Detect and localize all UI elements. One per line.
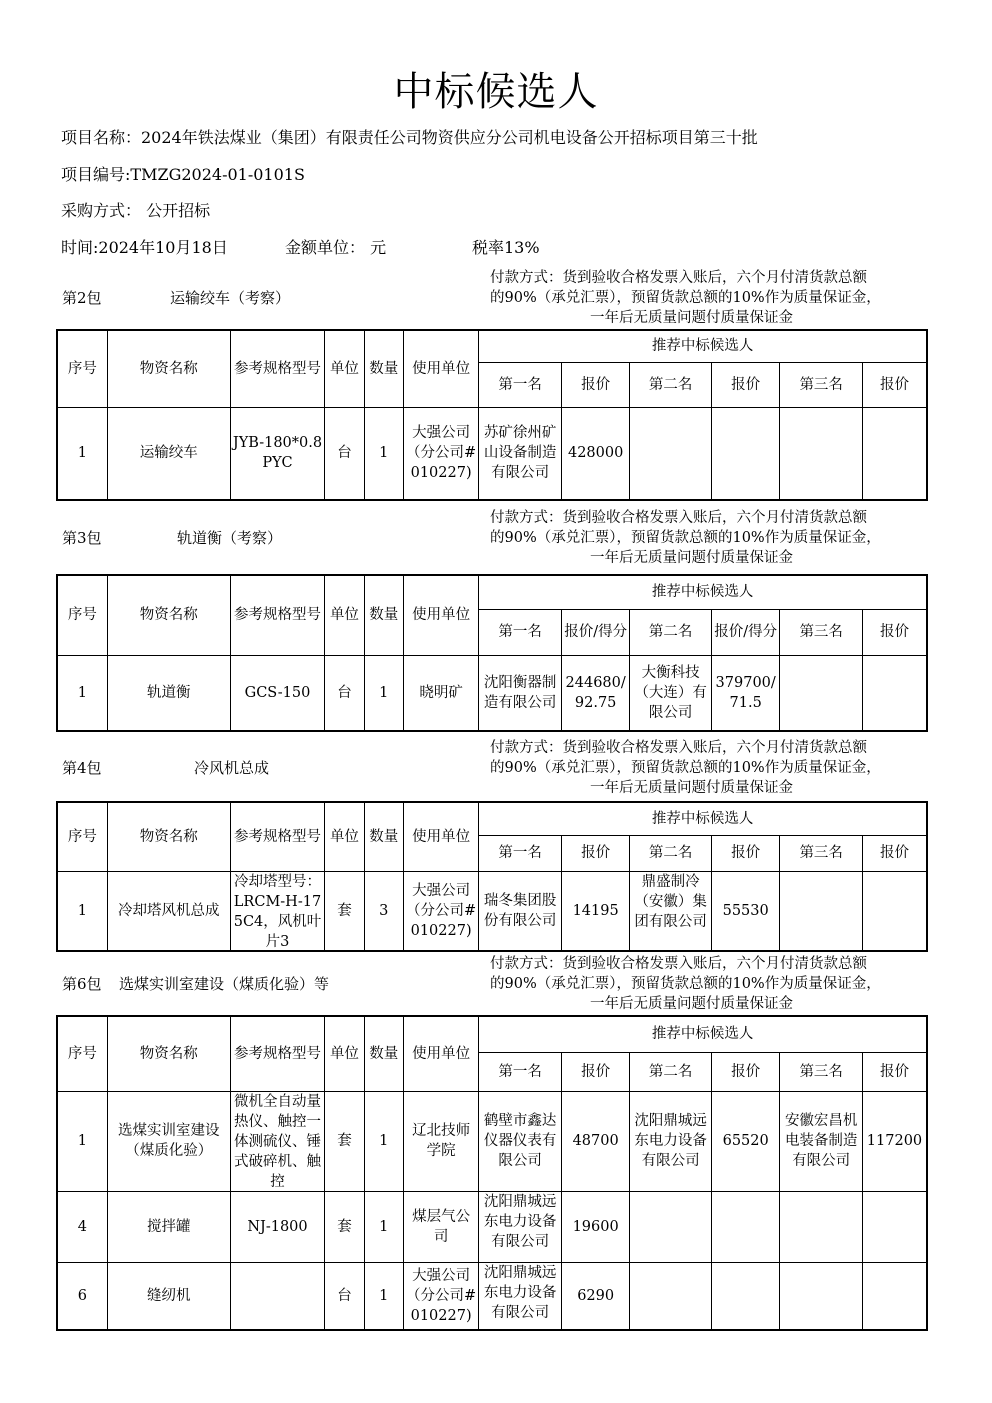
package-name: 运输绞车（考察） <box>170 289 291 307</box>
header-first: 第一名 <box>479 609 562 655</box>
header-user: 使用单位 <box>403 575 479 655</box>
header-price-score: 报价/得分 <box>711 609 779 655</box>
cell-user: 煤层气公司 <box>403 1191 479 1262</box>
cell-price-1: 428000 <box>561 407 629 500</box>
package-number: 第3包 <box>62 529 102 547</box>
cell-price-1: 6290 <box>561 1262 629 1330</box>
header-price: 报价 <box>711 835 779 871</box>
header-recommend: 推荐中标候选人 <box>479 330 927 362</box>
cell-user: 晓明矿 <box>403 655 479 731</box>
cell-third <box>780 1191 863 1262</box>
package-table <box>56 801 928 952</box>
header-price: 报价 <box>711 362 779 407</box>
payment-line-1: 付款方式：货到验收合格发票入账后，六个月付清货款总额 <box>490 510 867 526</box>
cell-item: 轨道衡 <box>107 655 230 731</box>
tax-rate: 税率13% <box>472 238 540 257</box>
header-item: 物资名称 <box>107 330 230 407</box>
cell-spec: NJ-1800 <box>230 1191 325 1262</box>
cell-second <box>630 407 712 500</box>
payment-line-1: 付款方式：货到验收合格发票入账后，六个月付清货款总额 <box>490 270 867 286</box>
project-code: 项目编号:TMZG2024-01-0101S <box>61 165 305 184</box>
cell-spec <box>230 1262 325 1330</box>
cell-qty: 1 <box>364 1191 403 1262</box>
header-price: 报价 <box>561 362 629 407</box>
header-spec: 参考规格型号 <box>230 1016 325 1091</box>
header-qty: 数量 <box>364 575 403 655</box>
cell-first-text: 沈阳鼎城远东电力设备有限公司 <box>483 1193 557 1250</box>
header-third: 第三名 <box>780 362 863 407</box>
cell-spec: GCS-150 <box>230 655 325 731</box>
package-label <box>62 288 291 308</box>
page-title: 中标候选人 <box>393 69 599 115</box>
cell-seq: 1 <box>57 1091 107 1191</box>
package-table <box>56 1015 928 1331</box>
header-qty: 数量 <box>364 1016 403 1091</box>
header-price: 报价 <box>862 362 927 407</box>
cell-spec-text: 冷却塔型号：LRCM-H-175C4，风机叶片3 <box>233 873 322 950</box>
package-number: 第4包 <box>62 759 102 777</box>
cell-spec: JYB-180*0.8PYC <box>230 407 325 500</box>
cell-user: 大强公司（分公司#010227) <box>403 1262 479 1330</box>
table-row <box>57 1191 927 1262</box>
cell-price-2 <box>711 407 779 500</box>
cell-unit: 台 <box>325 407 364 500</box>
header-spec: 参考规格型号 <box>230 330 325 407</box>
cell-third <box>780 871 863 951</box>
cell-first <box>479 1262 562 1330</box>
cell-price-2: 379700/71.5 <box>711 655 779 731</box>
package-label <box>62 528 283 548</box>
payment-line-1: 付款方式：货到验收合格发票入账后，六个月付清货款总额 <box>490 956 867 972</box>
header-item: 物资名称 <box>107 1016 230 1091</box>
cell-unit: 套 <box>325 1091 364 1191</box>
header-third: 第三名 <box>780 835 863 871</box>
header-price: 报价 <box>862 835 927 871</box>
header-unit: 单位 <box>325 575 364 655</box>
header-item: 物资名称 <box>107 802 230 871</box>
cell-qty: 1 <box>364 655 403 731</box>
cell-price-3: 117200 <box>862 1091 927 1191</box>
cell-price-2: 65520 <box>711 1091 779 1191</box>
cell-spec <box>230 1091 325 1191</box>
cell-price-3 <box>862 871 927 951</box>
payment-line-2: 的90%（承兑汇票），预留货款总额的10%作为质量保证金， <box>490 976 881 992</box>
cell-seq: 1 <box>57 655 107 731</box>
cell-qty: 1 <box>364 1091 403 1191</box>
header-price: 报价 <box>862 609 927 655</box>
header-recommend: 推荐中标候选人 <box>479 1016 927 1052</box>
table-row <box>57 407 927 500</box>
cell-first <box>479 1191 562 1262</box>
cell-price-3 <box>862 1262 927 1330</box>
table-row <box>57 871 927 951</box>
cell-price-1: 19600 <box>561 1191 629 1262</box>
package-number: 第6包 <box>62 975 102 993</box>
cell-second <box>630 871 712 951</box>
payment-terms <box>490 508 930 568</box>
package-name: 冷风机总成 <box>194 759 270 777</box>
header-price: 报价 <box>862 1052 927 1091</box>
package-label <box>62 758 270 778</box>
cell-seq: 1 <box>57 871 107 951</box>
cell-third <box>780 407 863 500</box>
payment-terms <box>490 738 930 798</box>
payment-terms <box>490 954 930 1014</box>
header-user: 使用单位 <box>403 802 479 871</box>
header-price: 报价 <box>561 1052 629 1091</box>
cell-unit: 套 <box>325 871 364 951</box>
cell-first: 沈阳衡器制造有限公司 <box>479 655 562 731</box>
header-price: 报价 <box>561 835 629 871</box>
header-qty: 数量 <box>364 330 403 407</box>
cell-unit: 台 <box>325 655 364 731</box>
cell-unit: 套 <box>325 1191 364 1262</box>
cell-price-2 <box>711 1262 779 1330</box>
cell-item: 选煤实训室建设（煤质化验） <box>107 1091 230 1191</box>
table-row <box>57 655 927 731</box>
package-label <box>62 974 330 994</box>
header-unit: 单位 <box>325 1016 364 1091</box>
payment-line-3: 一年后无质量问题付质量保证金 <box>590 310 793 326</box>
payment-line-2: 的90%（承兑汇票），预留货款总额的10%作为质量保证金， <box>490 530 881 546</box>
cell-first-text: 沈阳鼎城远东电力设备有限公司 <box>483 1264 557 1321</box>
header-recommend: 推荐中标候选人 <box>479 802 927 835</box>
header-seq: 序号 <box>57 802 107 871</box>
cell-seq: 4 <box>57 1191 107 1262</box>
currency-unit: 金额单位： 元 <box>285 238 387 257</box>
header-price: 报价 <box>711 1052 779 1091</box>
header-user: 使用单位 <box>403 330 479 407</box>
cell-second: 沈阳鼎城远东电力设备有限公司 <box>630 1091 712 1191</box>
package-number: 第2包 <box>62 289 102 307</box>
cell-first: 瑞冬集团股份有限公司 <box>479 871 562 951</box>
header-unit: 单位 <box>325 330 364 407</box>
header-seq: 序号 <box>57 330 107 407</box>
payment-line-3: 一年后无质量问题付质量保证金 <box>590 780 793 796</box>
header-user: 使用单位 <box>403 1016 479 1091</box>
header-first: 第一名 <box>479 1052 562 1091</box>
cell-spec-text: 微机全自动量热仪、触控一体测硫仪、锤式破碎机、触控 <box>233 1094 321 1190</box>
cell-user: 辽北技师学院 <box>403 1091 479 1191</box>
header-second: 第二名 <box>630 835 712 871</box>
cell-price-1: 244680/92.75 <box>561 655 629 731</box>
cell-second <box>630 1191 712 1262</box>
header-first: 第一名 <box>479 362 562 407</box>
cell-price-1: 48700 <box>561 1091 629 1191</box>
cell-third <box>780 655 863 731</box>
cell-second <box>630 1262 712 1330</box>
table-row <box>57 1262 927 1330</box>
cell-second: 大衡科技（大连）有限公司 <box>630 655 712 731</box>
cell-user: 大强公司（分公司#010227) <box>403 407 479 500</box>
payment-line-3: 一年后无质量问题付质量保证金 <box>590 550 793 566</box>
header-qty: 数量 <box>364 802 403 871</box>
cell-spec <box>230 871 325 951</box>
date-line <box>61 237 540 259</box>
payment-line-3: 一年后无质量问题付质量保证金 <box>590 996 793 1012</box>
cell-user: 大强公司（分公司#010227) <box>403 871 479 951</box>
cell-price-3 <box>862 1191 927 1262</box>
cell-qty: 1 <box>364 407 403 500</box>
cell-item: 冷却塔风机总成 <box>107 871 230 951</box>
header-spec: 参考规格型号 <box>230 802 325 871</box>
header-item: 物资名称 <box>107 575 230 655</box>
cell-qty: 3 <box>364 871 403 951</box>
cell-price-3 <box>862 407 927 500</box>
cell-price-1: 14195 <box>561 871 629 951</box>
header-spec: 参考规格型号 <box>230 575 325 655</box>
header-second: 第二名 <box>630 1052 712 1091</box>
cell-first: 鹤壁市鑫达仪器仪表有限公司 <box>479 1091 562 1191</box>
cell-price-2 <box>711 1191 779 1262</box>
header-second: 第二名 <box>630 362 712 407</box>
header-second: 第二名 <box>630 609 712 655</box>
header-unit: 单位 <box>325 802 364 871</box>
payment-terms <box>490 268 930 328</box>
cell-third <box>780 1262 863 1330</box>
cell-seq: 1 <box>57 407 107 500</box>
cell-item: 搅拌罐 <box>107 1191 230 1262</box>
cell-price-2: 55530 <box>711 871 779 951</box>
header-seq: 序号 <box>57 575 107 655</box>
table-row <box>57 1091 927 1191</box>
header-first: 第一名 <box>479 835 562 871</box>
package-table <box>56 574 928 732</box>
cell-qty: 1 <box>364 1262 403 1330</box>
header-recommend: 推荐中标候选人 <box>479 575 927 609</box>
cell-item: 运输绞车 <box>107 407 230 500</box>
project-name: 项目名称：2024年铁法煤业（集团）有限责任公司物资供应分公司机电设备公开招标项目第三十批 <box>61 128 758 147</box>
cell-price-3 <box>862 655 927 731</box>
package-name: 轨道衡（考察） <box>177 529 283 547</box>
header-third: 第三名 <box>780 609 863 655</box>
header-price-score: 报价/得分 <box>561 609 629 655</box>
payment-line-2: 的90%（承兑汇票），预留货款总额的10%作为质量保证金， <box>490 290 881 306</box>
payment-line-1: 付款方式：货到验收合格发票入账后，六个月付清货款总额 <box>490 740 867 756</box>
date: 时间:2024年10月18日 <box>61 238 228 257</box>
payment-line-2: 的90%（承兑汇票），预留货款总额的10%作为质量保证金， <box>490 760 881 776</box>
cell-unit: 台 <box>325 1262 364 1330</box>
cell-seq: 6 <box>57 1262 107 1330</box>
package-name: 选煤实训室建设（煤质化验）等 <box>119 975 330 993</box>
procurement-method: 采购方式： 公开招标 <box>61 201 211 220</box>
cell-first: 苏矿徐州矿山设备制造有限公司 <box>479 407 562 500</box>
header-seq: 序号 <box>57 1016 107 1091</box>
cell-third: 安徽宏昌机电装备制造有限公司 <box>780 1091 863 1191</box>
header-third: 第三名 <box>780 1052 863 1091</box>
cell-second-text: 鼎盛制冷（安徽）集团有限公司 <box>634 873 707 930</box>
package-table <box>56 329 928 501</box>
cell-item: 缝纫机 <box>107 1262 230 1330</box>
